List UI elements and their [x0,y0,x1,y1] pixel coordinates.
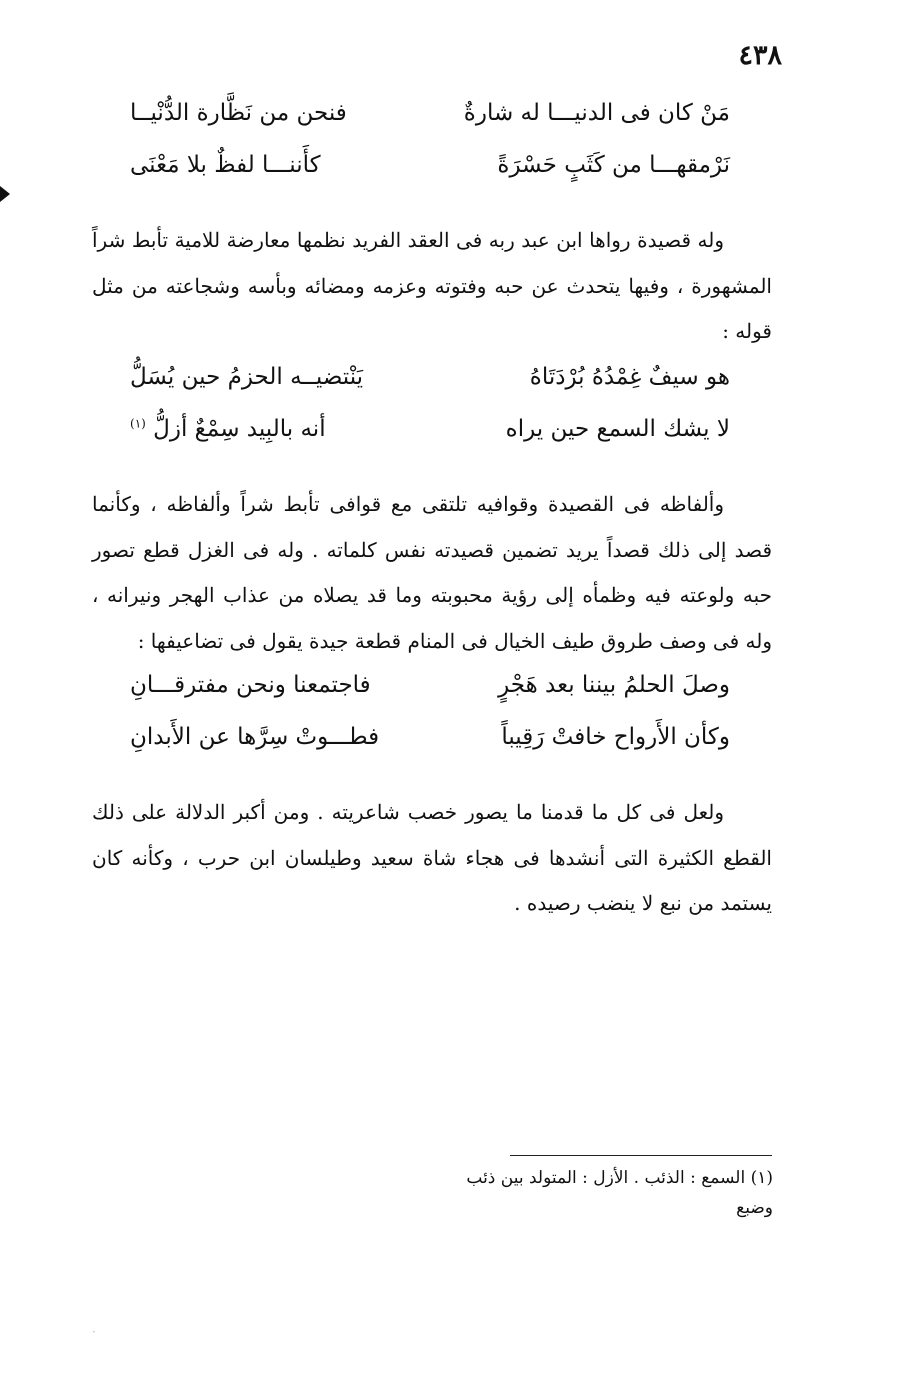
paragraph-1 [92,218,772,355]
paragraph-2 [92,482,772,664]
verse-hemistich-first: وكأن الأَرواح خافتْ رَقِيباً [501,724,730,750]
verse-hemistich-first: نَرْمقهـــا من كَثَبٍ حَسْرَةً [497,152,730,178]
footnote-marker: (١) [130,416,146,431]
verse-block-3 [130,672,730,776]
verse-hemistich-second: فطـــوتْ سِرَّها عن الأَبدانِ [130,724,380,750]
verse-line [130,152,730,204]
edge-mark [0,186,10,202]
verse-line [130,364,730,416]
verse-line [130,724,730,776]
footnote-divider [510,1155,772,1156]
paragraph-text: ولعل فى كل ما قدمنا ما يصور خصب شاعريته . ومن أكبر الدلالة على ذلك القطع الكثيرة التى أنشدها فى هجاء شاة سعيد وطيلسان ابن حرب ، وكأنه كان يستمد من نبع لا ينضب رصيده . [92,800,772,915]
verse-block-2 [130,364,730,468]
scan-speck: · [92,1325,96,1339]
verse-line [130,100,730,152]
verse-line [130,672,730,724]
verse-hemistich-text: أنه بالبِيد سِمْعٌ أزلُّ [153,416,326,442]
paragraph-text: وله قصيدة رواها ابن عبد ربه فى العقد الفريد نظمها معارضة للامية تأبط شراً المشهورة ، وفيها يتحدث عن حبه وفتوته وعزمه ومضائه وبأسه وشجاعته من مثل قوله : [92,228,772,343]
verse-hemistich-second: يَنْتضيــه الحزمُ حين يُسَلُّ [130,364,364,390]
footnote: (١) السمع : الذئب . الأزل : المتولد بين ذئب وضبع [466,1168,773,1218]
verse-hemistich-first: وصلَ الحلمُ بيننا بعد هَجْرٍ [498,672,730,698]
page-number: ٤٣٨ [738,40,782,71]
paragraph-text: وألفاظه فى القصيدة وقوافيه تلتقى مع قوافى تأبط شراً وألفاظه ، وكأنما قصد إلى ذلك قصداً يريد تضمين قصيدته نفس كلماته . وله فى الغزل قطع تصور حبه ولوعته فيه وظمأه إلى رؤية محبوبته وما قد يصلاه من عذاب الهجر ونيرانه ، وله فى وصف طروق طيف الخيال فى المنام قطعة جيدة يقول فى تضاعيفها : [92,492,772,653]
verse-hemistich-second [130,416,326,442]
verse-hemistich-first: هو سيفٌ غِمْدُهُ بُرْدَتَاهُ [529,364,730,390]
verse-hemistich-second: كأَننـــا لفظٌ بلا مَعْنَى [130,152,321,178]
verse-hemistich-first: مَنْ كان فى الدنيـــا له شارةٌ [463,100,730,126]
paragraph-3 [92,790,772,927]
verse-line [130,416,730,468]
verse-hemistich-second: فنحن من نَظَّارة الدُّنْيــا [130,100,347,126]
verse-hemistich-second: فاجتمعنا ونحن مفترقـــانِ [130,672,371,698]
verse-block-1 [130,100,730,204]
verse-hemistich-first: لا يشك السمع حين يراه [505,416,730,442]
